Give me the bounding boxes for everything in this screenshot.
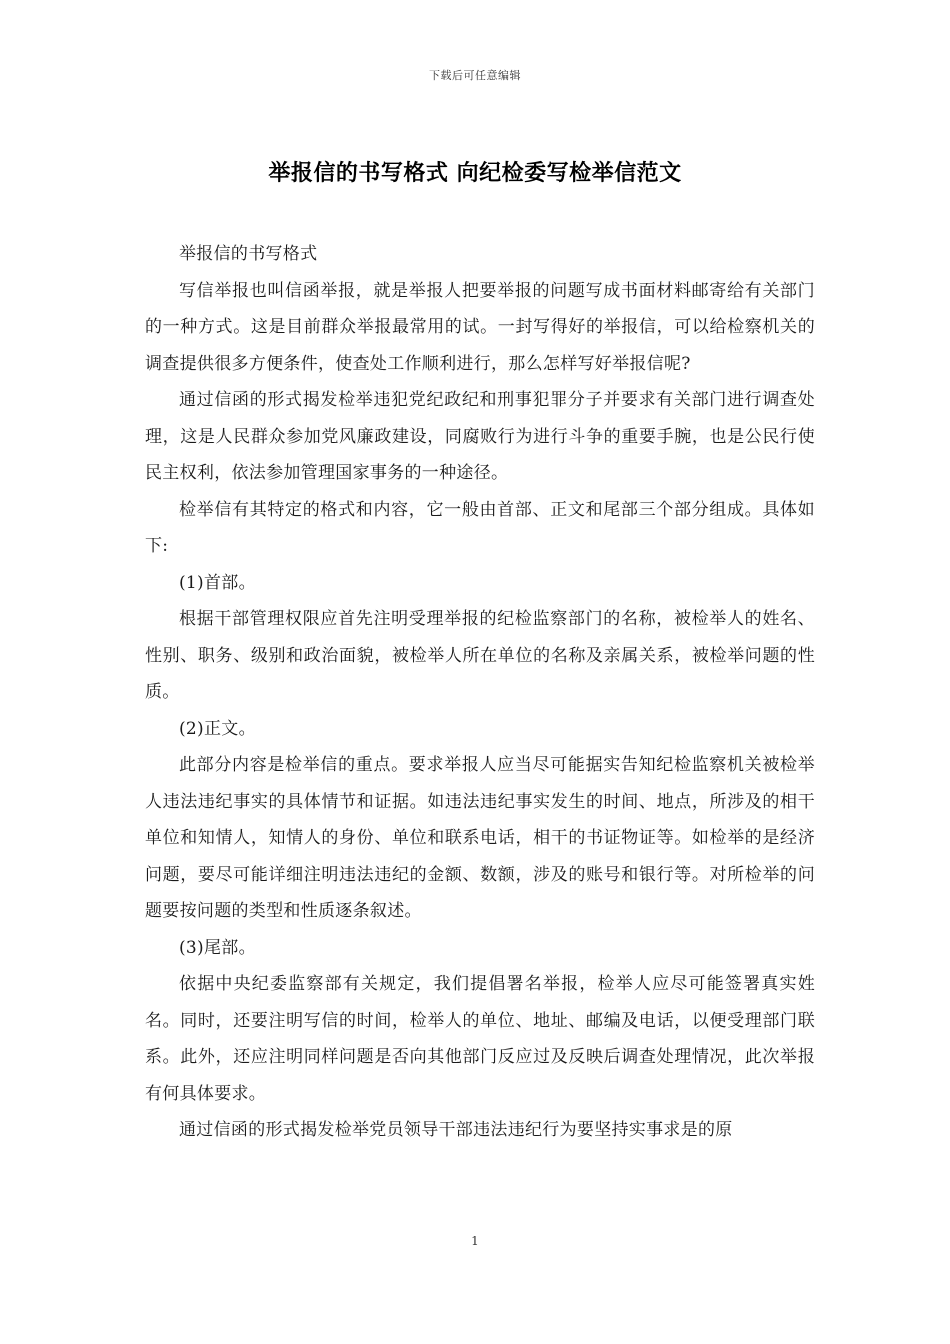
header-note: 下载后可任意编辑: [429, 69, 521, 82]
document-title: 举报信的书写格式 向纪检委写检举信范文: [268, 160, 682, 186]
paragraph: 依据中央纪委监察部有关规定，我们提倡署名举报，检举人应尽可能签署真实姓名。同时，还要注明写信的时间，检举人的单位、地址、邮编及电话，以便受理部门联系。此外，还应注明同样问题是否向其他部门反应过及反映后调查处理情况，此次举报有何具体要求。: [145, 974, 815, 1104]
paragraph: 通过信函的形式揭发检举党员领导干部违法违纪行为要坚持实事求是的原: [179, 1120, 733, 1140]
paragraph: 写信举报也叫信函举报，就是举报人把要举报的问题写成书面材料邮寄给有关部门的一种方式。这是目前群众举报最常用的试。一封写得好的举报信，可以给检察机关的调查提供很多方便条件，使查处工作顺利进行，那么怎样写好举报信呢?: [145, 280, 815, 374]
section-heading-header: (1)首部。: [179, 572, 256, 593]
paragraph-heading: 举报信的书写格式: [179, 244, 318, 264]
section-heading-body: (2)正文。: [179, 718, 256, 739]
paragraph: 根据干部管理权限应首先注明受理举报的纪检监察部门的名称，被检举人的姓名、性别、职务、级别和政治面貌，被检举人所在单位的名称及亲属关系，被检举问题的性质。: [145, 609, 815, 702]
paragraph: 此部分内容是检举信的重点。要求举报人应当尽可能据实告知纪检监察机关被检举人违法违纪事实的具体情节和证据。如违法违纪事实发生的时间、地点，所涉及的相干单位和知情人，知情人的身份、单位和联系电话，相干的书证物证等。如检举的是经济问题，要尽可能详细注明违法违纪的金额、数额，涉及的账号和银行等。对所检举的问题要按问题的类型和性质逐条叙述。: [145, 755, 815, 921]
document-body: [145, 236, 815, 1149]
section-heading-footer: (3)尾部。: [179, 937, 256, 958]
paragraph: 通过信函的形式揭发检举违犯党纪政纪和刑事犯罪分子并要求有关部门进行调查处理，这是人民群众参加党风廉政建设，同腐败行为进行斗争的重要手腕，也是公民行使民主权利，依法参加管理国家事务的一种途径。: [145, 390, 815, 483]
paragraph: 检举信有其特定的格式和内容，它一般由首部、正文和尾部三个部分组成。具体如下:: [145, 499, 815, 556]
page-number: 1: [471, 1234, 479, 1248]
